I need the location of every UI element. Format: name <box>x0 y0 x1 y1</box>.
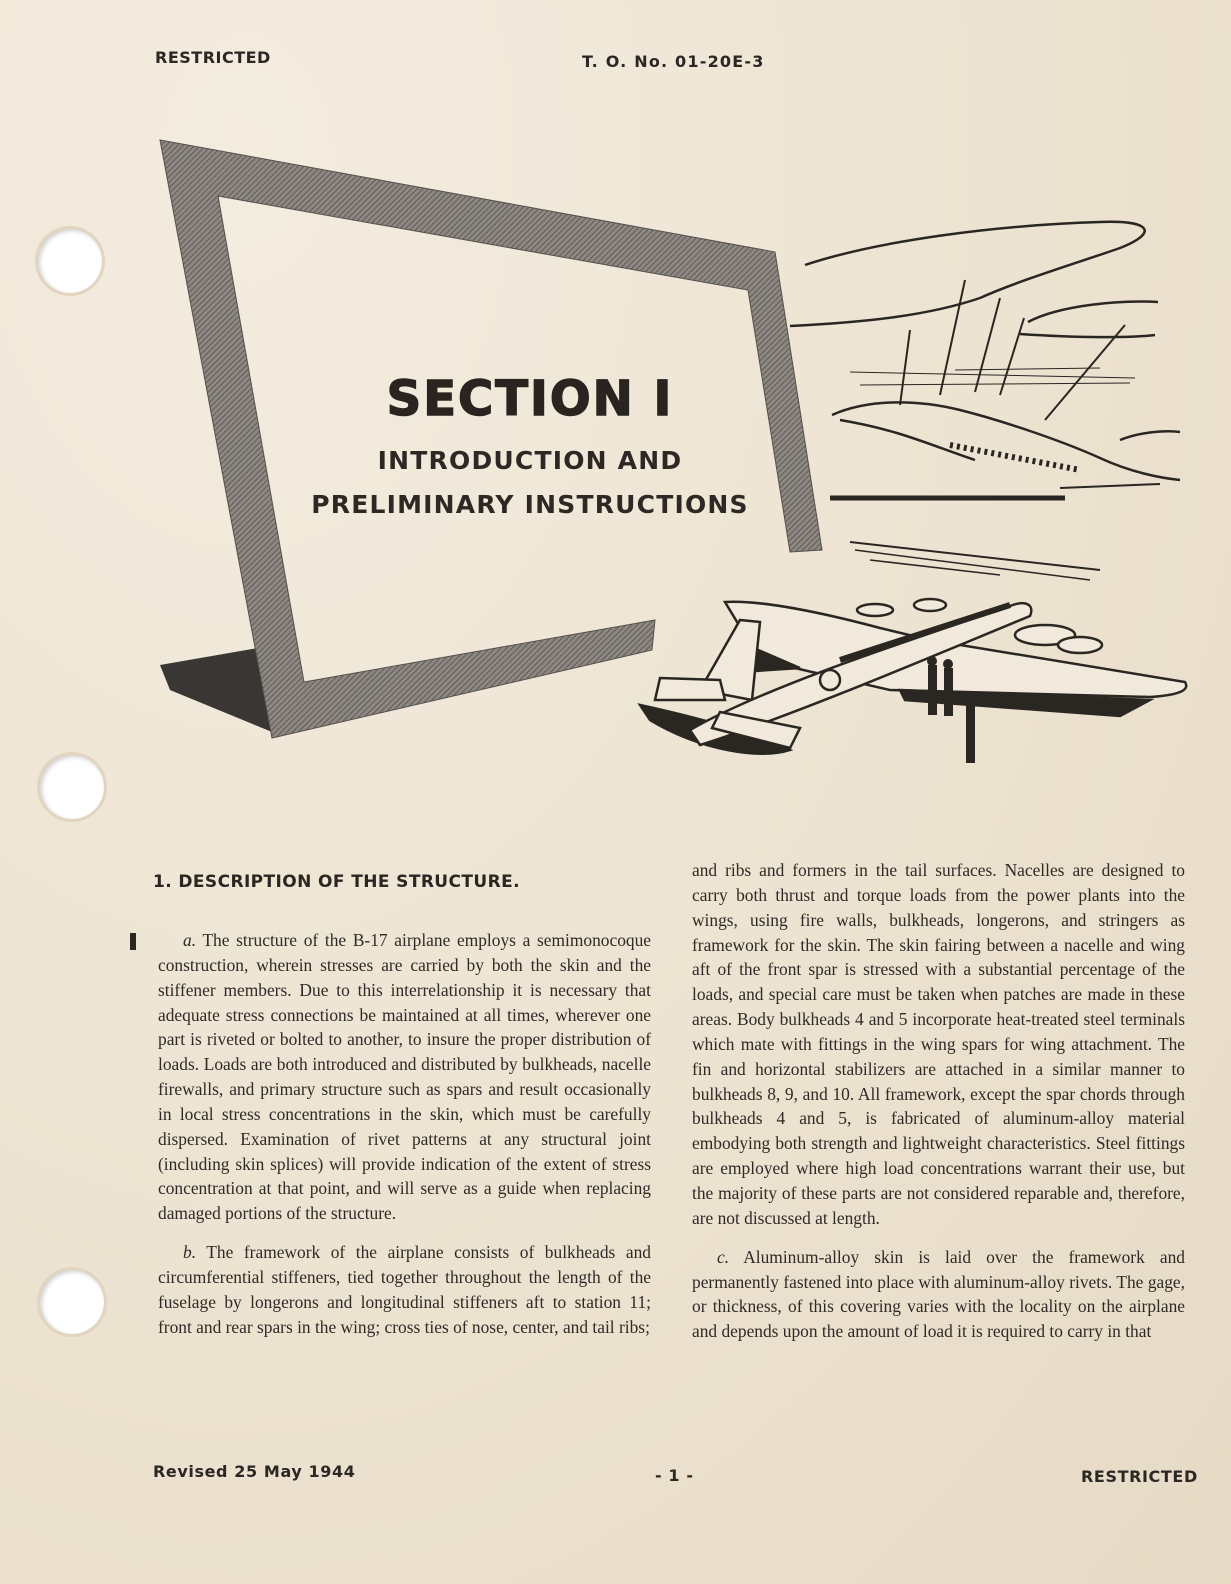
paragraph-c-text: Aluminum-alloy skin is laid over the framework and permanently fastened into place with aluminum-alloy rivets. The gage, or thickness, of this covering varies with the locality on the airplane and depends upon the amount of load it is required to carry in that <box>692 1246 1185 1342</box>
airplane-sketch <box>640 599 1186 754</box>
footer-page-number: - 1 - <box>655 1466 694 1485</box>
paragraph-b-label: b. <box>183 1242 197 1263</box>
paragraph-b-continued: and ribs and formers in the tail surfaces. Nacelles are designed to carry both thrust and torque loads from the power plants into the wings, using fire walls, bulkheads, longerons, and stringers as framework for the skin. The skin fairing between a nacelle and wing aft of the front spar is stressed with a substantial percentage of the loads, and special care must be taken when patches are made in these areas. Body bulkheads 4 and 5 incorporate heat-treated steel terminals which mate with fittings in the wing spars for wing attachment. The fin and horizontal stabilizers are attached in a similar manner to bulkheads 8, 9, and 10. All framework, except the spar chords through bulkheads 4 and 5, is fabricated of aluminum-alloy material embodying both strength and lightweight characteristics. Steel fittings are employed where high load concentrations warrant their use, but the majority of these parts are not considered reparable and, therefore, are not discussed at length. <box>692 860 1185 1228</box>
section-subtitle-line1: INTRODUCTION AND <box>377 446 683 475</box>
hills-sketch <box>832 402 1180 480</box>
header-doc-number: T. O. No. 01-20E-3 <box>582 52 765 71</box>
header-classification: RESTRICTED <box>155 48 271 67</box>
footer-classification: RESTRICTED <box>1081 1467 1198 1486</box>
ground-lines <box>830 484 1160 580</box>
paragraph-a <box>158 928 651 1226</box>
paragraph-b <box>158 1240 651 1339</box>
frame-shadow <box>160 648 272 732</box>
text-column-right <box>692 858 1185 1358</box>
cloud-sketch <box>790 222 1158 337</box>
section-title: SECTION I <box>386 371 674 427</box>
section-title-block <box>300 372 760 520</box>
binder-hole <box>40 1270 104 1334</box>
paragraph-c <box>692 1245 1185 1344</box>
text-column-left <box>158 928 651 1354</box>
section-subtitle-line2: PRELIMINARY INSTRUCTIONS <box>311 490 749 519</box>
paragraph-a-text: The structure of the B-17 airplane employs a semimonocoque construction, wherein stresses are carried by both the skin and the stiffener members. Due to this interrelationship it is necessary that adequate stress connections be maintained at all times, wherever one part is riveted or bolted to another, to insure the proper distribution of loads. Loads are both introduced and distributed by bulkheads, nacelle firewalls, and primary structure such as spars and result occasionally in local stress concentrations in the skin, which must be carefully dispersed. Examination of rivet patterns at any structural joint (including skin splices) will provide indication of the extent of stress concentration at that point, and will serve as a guide when replacing damaged portions of the structure. <box>158 930 651 1224</box>
paragraph-a-label: a. <box>183 930 197 950</box>
revision-change-bar <box>130 933 136 950</box>
rain-lines <box>850 280 1135 420</box>
paragraph-b-text: The framework of the airplane consists of bulkheads and circumferential stiffeners, tied together throughout the length of the fuselage by longerons and longitudinal stiffeners aft to station 11; front and rear spars in the wing; cross ties of nose, center, and tail ribs; <box>158 1242 651 1337</box>
footer-revision-date: Revised 25 May 1944 <box>153 1462 356 1481</box>
paragraph-heading: 1. DESCRIPTION OF THE STRUCTURE. <box>153 872 520 892</box>
paragraph-c-label: c. <box>717 1246 730 1267</box>
